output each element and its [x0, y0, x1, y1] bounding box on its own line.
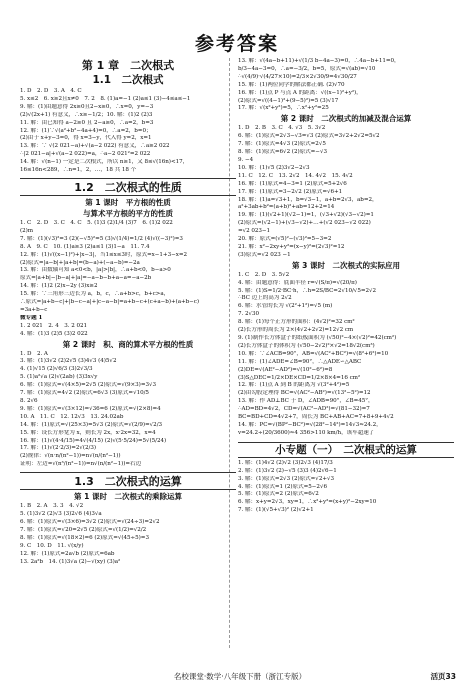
answer-line: 7. 解：(1)原式=4√2 (2)原式=6√3 (3)原式=√10/5 [20, 390, 149, 397]
answer-line: 19. 解：(1)(√2+1)(√2−1)=1，(√3+√2)(√3−√2)=1 [238, 212, 374, 219]
answer-line: 11. C 12. C 13. 2√2 14. 4√2 15. 4√2 [238, 172, 353, 179]
answer-line: BC=BD+CD=4√2+7，周长为 BC+AB+AC=7+8+9+4√2 [238, 414, 394, 421]
lesson-subtitle-1: 与算术平方根的平方的性质 [83, 208, 173, 218]
answer-line: (2)由于 x+y−3=0，得 x=3−y，代入得 y=2，x=1 [20, 135, 152, 142]
chapter-title: 第 1 章 二次根式 [81, 59, 175, 72]
answers-block-1-1 [20, 88, 236, 175]
answer-line: 1. D 2. D 3. A 4. C [20, 88, 82, 94]
answer-line: 1. D 2. A [20, 350, 48, 357]
answer-line: (3)S△DEC=1/2×DE×CD=1/2×8×4=16 cm² [238, 374, 361, 381]
footer-page-number: 活页33 [430, 672, 456, 681]
answer-line: ∴√(4/9)·√(4/27×10)=2/3×2√30/9=4√30/27 [238, 73, 357, 80]
answer-line: (2)m [20, 227, 34, 234]
answer-line: 13. 解：∵ √(2 021−a)+√(a−2 022) 有意义，∴a≥2 022 [20, 143, 170, 150]
left-column [20, 58, 236, 650]
answer-line: =3a+b−c [20, 306, 48, 313]
answer-line: 20. 解：原式=(√5)²−(√3)²=5−3=2 [238, 236, 332, 243]
answer-line: 15. 解：设长方形宽为 x，则长为 2x，x·2x=32，x=4 [20, 429, 156, 436]
answer-line: 8. 解：(1)每个正方形的面积：(4√2)²=32 cm² [238, 319, 355, 326]
special-topic-title: 小专题（一） 二次根式的运算 [238, 442, 454, 458]
answer-line: 15. 解：(1)两位同学的解法都正确. (2)√70 [238, 81, 345, 88]
answer-line: 证明：左边=√(n³/(n²−1))=n√(n/(n²−1))=右边 [20, 461, 142, 468]
lesson-title-1: 第 1 课时 平方根的性质 [85, 197, 171, 207]
answer-line: 9. 解：(1)原式=√(3×12)=√36=6 (2)原式=√(2×8)=4 [20, 405, 161, 412]
answer-line: 16. 解：(1)原式=4−3=1 (2)原式=5+2√6 [238, 180, 347, 187]
answer-line: 1. C 2. D 3. C 4. C 5. (1)3 (2)1/4 (3)7 6. (1)2 022 [20, 219, 173, 226]
lesson-title-r1: 第 2 课时 二次根式的加减及混合运算 [280, 114, 412, 124]
answer-line: (2)规律：√(n·n/(n²−1))=n√(n/(n²−1)) [20, 453, 121, 460]
answer-line: 8. 解：(1)原式=√(18×2)=6 (2)原式=√(45÷5)=3 [20, 534, 149, 541]
answer-line: 1. B 2. A 3. 3 4. √2 [20, 503, 84, 510]
answer-line: (3)原式=√2 023 −1 [238, 251, 291, 258]
answer-line: 3. 解：(1)原式=2√3 (2)原式=√2+√3 [238, 475, 334, 482]
lesson-title-3: 第 1 课时 二次根式的乘除运算 [74, 492, 182, 502]
answers-block-r2 [238, 125, 454, 259]
answer-line: 7. 解：(1)原式=4√3 (2)原式=2√5 [238, 141, 326, 148]
answer-line: (2)长方形的周长为 2×(4√2+2√2)=12√2 cm [238, 327, 354, 334]
answer-line: 7. 2√30 [238, 311, 260, 318]
lesson-title-r2: 第 3 课时 二次根式的实际应用 [292, 260, 400, 270]
answers-block-1-2b [20, 351, 236, 470]
answer-line: 5. x≤2 6. x≥2且x≠0 7. 2 8. (1)a=−1 (2)a≤1 (3)−4≤a≤−1 [20, 95, 191, 102]
answer-line: 7. 解：(1)(√5+√3)² (2)√2+1 [238, 507, 314, 514]
answer-line: 15. 解：∵三角形三边长为 a，b，c，∴a+b>c，b+c>a， [20, 291, 170, 298]
answer-line: 13. 2a²b 14. (1)3√a (2)−√(xy) (3)a² [20, 558, 121, 565]
answer-line: 8. 2√6 [20, 398, 38, 404]
section-title-1-2: 1.2 二次根式的性质 [74, 180, 182, 194]
answer-line: 4. (1)√15 (2)√6/3 (3)2√3/3 [20, 366, 93, 373]
answer-line: 11. 解：(1)∠ADE=∠B=90°，∴△ADE∽△ABC [238, 358, 362, 365]
answer-line: 11. 解：由已知得 a−2≥0 且 2−a≥0，∴a=2，b=3 [20, 119, 154, 126]
answer-line: 12. 解：(1)原式=2a√b (2)原式=6ab [20, 550, 115, 557]
answers-block-micro [20, 323, 236, 339]
section-title-1-1: 1.1 二次根式 [92, 74, 164, 86]
answer-line: 16≤16n<289，∴n=1，2，…，18 共 18 个 [20, 167, 137, 174]
answer-line: 1. D 2. B 3. C 4. √3 5. 3√2 [238, 125, 326, 132]
answer-line: (2)原式=√((4−1)²+(9−5)²)=5 (3)√17 [238, 97, 339, 104]
answer-line: 6. 解：水管的长为 √(2²+1²)=√5 (m) [238, 303, 333, 310]
answer-line: 21. 解：x²−2xy+y²=(x−y)²=(2√3)²=12 [238, 243, 345, 250]
answer-line: 17. 解：(1)原式=3−2√2 (2)原式=√6+1 [238, 188, 343, 195]
answer-line: ∴原式=|a+b−c|+|b−c−a|+|c−a−b|=a+b−c+(c+a−b)+(a+b−c) [20, 299, 200, 306]
answer-line: 5. 解：(1)S=1/2·BC·h，∴h=2S/BC=2√10/√5=2√2 [238, 287, 377, 294]
answer-line: ∴BC 边上的高为 2√2 [238, 295, 292, 302]
answer-line: 12. 解：(1)√((x−1)²)+|x−3|，当1≤x≤3时，原式=x−1+3−x=2 [20, 251, 187, 258]
answer-line: 16. 解：(1)√(4·4/15)=4√(4/15) (2)√(5·5/24)=5√(5/24) [20, 437, 167, 444]
answer-line: 9. C 10. D 11. √(x/y) [20, 542, 84, 549]
answer-line: 13. 解：由数轴可知 a<0<b，|a|>|b|，∴a+b<0，b−a>0 [20, 267, 171, 274]
answer-line: v=24.2÷(20/3600)≈4 356>110 km/h，该车超速了 [238, 429, 375, 436]
answers-block-r3 [238, 272, 454, 438]
answer-line: 7. 解：(1)(√3)²=3 (2)(−√5)²=5 (3)√(1/4)=1/2 (4)√((−3)²)=3 [20, 235, 183, 242]
answer-line: (2)原式=(√2−1)+(√3−√2)+…+(√2 023−√2 022) [238, 220, 371, 227]
answer-line: 13. 解：作 AD⊥BC 于 D，∠ADB=90°，∠B=45°， [238, 398, 374, 405]
answer-line: 14. 解：√(n−1) 一定是二次根式，所以 n≥1，又 8≤√(16n)<17， [20, 159, 189, 166]
section-title-1-3: 1.3 二次根式的运算 [74, 475, 182, 489]
answer-line: (2)长方体盒子的体积为 (√50−2√2)²×√2=18√2(cm³) [238, 342, 375, 349]
page-title: 参考答案 [194, 33, 279, 55]
answer-line: 1. 2 021 2. 4 3. 2 021 [20, 322, 88, 329]
answer-line: 12. 解：(1)∵√(a²+b²−4a+4)=0，∴a=2，b=0； [20, 127, 152, 134]
answer-line: 4. 解：由题意得：底面半径 r=√(S/π)=√(20/π) [238, 279, 357, 286]
answer-line: 5. (1)a²√a (2)√(2ab) (3)3x√y [20, 374, 98, 381]
answer-line: ∴AD=BD=4√2，CD=√(AC²−AD²)=√(81−32)=7 [238, 406, 370, 413]
answer-line: =√2 023−1 [238, 228, 271, 235]
answer-line: 6. 解：(1)原式=√(4×5)=2√5 (2)原式=√(9×3)=3√3 [20, 382, 156, 389]
answer-line: 14. 解：(1)2 (2)x−2y (3)x≥2 [20, 283, 98, 290]
answer-line: 9. −4 [238, 156, 254, 163]
answer-line: (2)由勾股定理得 BC=√(AC²−AB²)=√(13²−5²)=12 [238, 390, 371, 397]
answer-line: 1. 解：(1)4√2 (2)√2 (3)2√3 (4)17/3 [238, 459, 333, 466]
answer-line: 10. 解：∵∠ACB=90°，AB=√(AC²+BC²)=√(8²+6²)=10 [238, 350, 389, 357]
answer-line: 6. 解：(1)原式=2√3−√3=√3 (2)原式=3√2+2√2=5√2 [238, 133, 380, 140]
answer-line: 1. C 2. D 3. 5√2 [238, 271, 290, 278]
answer-line: 17. 解：(1)√(2·2/3)=2√(2/3) [20, 445, 96, 452]
answer-line: 8. A 9. C 10. (1)a≥3 (2)a≤1 (3)1−a 11. 7.4 [20, 243, 150, 250]
answers-block-r1 [238, 58, 454, 113]
answer-line: 4. 解：(1)原式=1 (2)原式=5−2√6 [238, 483, 327, 490]
answer-line: 3. 解：(1)3√2 (2)2√5 (3)4√3 (4)5√2 [20, 358, 117, 365]
answer-line: 原式=|a+b|−|b−a|+|a|=−a−b−b+a−a=−a−2b [20, 275, 152, 282]
answer-line: b/3−4a−3=0，∴a=−3/2，b=5，原式=√(ab)=√10 [238, 65, 376, 72]
answer-line: 13. 解：√(4a−b+11)+√(1/3 b−4a−3)=0，∴4a−b+11=0， [238, 58, 400, 64]
answer-line: 10. A 11. C 12. 12√3 13. 24.02ab [20, 413, 124, 420]
answer-line: (2)原式=|a−b|+|a+b|=(b−a)+(−a−b)=−2a [20, 259, 140, 266]
answer-line: 12. 解：(1)点 A 到 B 的距离为 √(3²+4²)=5 [238, 382, 350, 389]
answer-line: 5. (1)3√2 (2)√3 (3)2√6 (4)3√a [20, 511, 102, 518]
answers-block-1-2a [20, 220, 236, 315]
answer-line: 9. (1)制作长方体盒子的纸板面积为 (√50)²−4×(√2)²=42(cm²) [238, 335, 397, 341]
answer-line: 18. 解：(1)a=√3+1，b=√3−1，a+b=2√3，ab=2， [238, 196, 378, 203]
answer-line: 6. 解：x+y=2√3，xy=1，∴x²+y²=(x+y)²−2xy=10 [238, 499, 377, 506]
answer-line: 14. 解：(1)原式=√(25×3)=5√3 (2)原式=√(2/9)=√2/3 [20, 421, 163, 428]
answer-line: 14. 解：PC=√(BP²−BC²)=√(28²−14²)=14√3≈24.2， [238, 421, 382, 428]
answer-line: 6. 解：(1)原式=√(3×6)=3√2 (2)原式=√(24÷3)=2√2 [20, 518, 160, 525]
answer-line: 10. 解：(1)√5 (2)3√2−2√3 [238, 164, 310, 171]
answer-line: 8. 解：(1)原式=6√2 (2)原式=−√3 [238, 149, 327, 156]
right-column [238, 58, 454, 650]
answer-line: (2)√(2x+1) 有意义，∴x≥−1/2；10. 解：(1)2 (2)3 [20, 111, 153, 118]
answer-line: 5. 解：(1)原式=2 (2)原式=6√2 [238, 491, 319, 498]
micro-topic-label: 微专题 1 [20, 314, 43, 321]
answer-line: 4. 解：(1)3 (2)5 (3)2 022 [20, 330, 88, 337]
lesson-title-2: 第 2 课时 积、商的算术平方根的性质 [62, 339, 194, 349]
answer-line: ∴|2 021−a|+√(a−2 022)=a，∴a−2 021²=2 022 [20, 151, 151, 158]
answer-line: (2)DE=√(AE²−AD²)=√(10²−6²)=8 [238, 366, 333, 373]
answer-line: 17. 解：√(x²+y²)=5，∴x²+y²=25 [238, 105, 329, 112]
answers-block-1-3 [20, 503, 236, 566]
answer-line: 9. 解：(1)由题意得 2x≥0且2−x≥0，∴x=0，y=−3 [20, 103, 154, 110]
answer-line: 16. 解：(1)点 P 与点 A 的距离：√((x−1)²+y²)， [238, 89, 362, 96]
answers-block-r4 [238, 460, 454, 515]
footer-book-title: 名校课堂·数学·八年级下册（浙江专版） [173, 672, 307, 681]
answer-line: a²+3ab+b²=(a+b)²+ab=12+2=14 [238, 204, 335, 211]
answer-line: 7. 解：(1)原式=√20=2√5 (2)原式=√(1/2)=√2/2 [20, 526, 147, 533]
answer-line: 2. 解：(1)3√2 (2)−√5 (3)3 (4)2√6−1 [238, 467, 337, 474]
